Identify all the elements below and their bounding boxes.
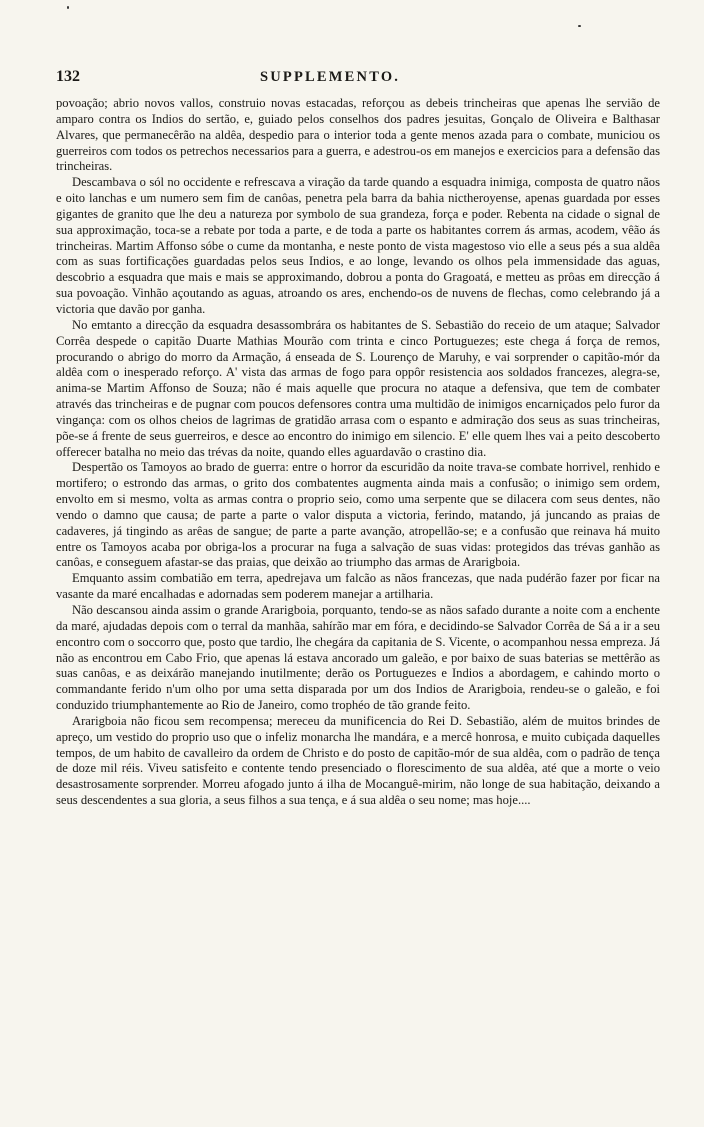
paragraph: Emquanto assim combatião em terra, apedrejava um falcão as nãos francezas, que nada pudérão fazer por ficar na vasante da maré encalhadas e adornadas sem poderem manejar a artilharia. (56, 571, 660, 602)
paragraph: No emtanto a direcção da esquadra desassombrára os habitantes de S. Sebastião do receio de um ataque; Salvador Corrêa despede o capitão Duarte Mathias Mourão com trinta e cinco Portuguezes; este chega á força de remos, procurando o abrigo do morro da Armação, á enseada de S. Lourenço de Maruhy, e vai sorprender o capitão-mór da aldêa com o inesperado reforço. A' vista das armas de fogo para oppôr resistencia aos soldados francezes, alegra-se, anima-se Martim Affonso de Souza; não é mais aquelle que procura no ataque a defensiva, que tem de combater através das trincheiras e de pugnar com poucos defensores contra uma multidão de inimigos encarniçados pelo furor da vingança: com os olhos cheios de lagrimas de gratidão arrasa com o espanto e admiração dos seus as suas trincheiras, põe-se á frente de seus guerreiros, e desce ao encontro do inimigo em silencio. E' elle quem lhes vai a peito descoberto offerecer batalha no meio das trévas da noite, quando elles aguardavão o crastino dia. (56, 317, 660, 459)
page-number: 132 (56, 68, 80, 85)
running-head: SUPPLEMENTO. (260, 69, 401, 85)
paragraph: Não descansou ainda assim o grande Ararigboia, porquanto, tendo-se as nãos safado durante a noite com a enchente da maré, ajudadas depois com o terral da manhãa, sahírão mar em fóra, e decidindo-se Salvador Corrêa de Sá a ir a seu encontro com o soccorro que, posto que tardio, lhe chegára da capitania de S. Vicente, o acompanhou nessa empreza. Já não as encontrou em Cabo Frio, que apenas lá estava ancorado um galeão, e por baixo de suas baterias se mettêrão as suas canôas, e as deixárão manejando inutilmente; derão os Portuguezes e Indios a abordagem, e cahindo morto o commandante ferido n'um olho por uma setta disparada por um dos Indios de Ararigboia, rendeu-se o galeão, e foi conduzido triumphantemente ao Rio de Janeiro, como trophéo de tão grande feito. (56, 603, 660, 713)
ink-speck (578, 25, 581, 27)
book-page (56, 68, 660, 809)
paragraph: Despertão os Tamoyos ao brado de guerra: entre o horror da escuridão da noite trava-se combate horrivel, renhido e mortifero; o estrondo das armas, o grito dos combatentes augmenta ainda mais a confusão; o inimigo sem ordem, envolto em si mesmo, volta as armas contra o proprio seio, como uma serpente que se dilacera com seus dentes, não vendo o damno que causa; de parte a parte o valor disputa a victoria, ferindo, matando, já juncando as praias de cadaveres, já tingindo as arêas de sangue; de parte a parte avanção, atropellão-se; e a confusão que reinava há muito entre os Tamoyos acaba por obriga-los a procurar na fuga a salvação de suas vidas: protegidos das trévas ganhão as canôas, e conseguem afastar-se das praias, que deixão ao triumpho das armas de Ararigboia. (56, 460, 660, 570)
paragraph-continuation: povoação; abrio novos vallos, construio novas estacadas, reforçou as debeis trincheiras que apenas lhe servião de amparo contra os Indios do sertão, e, guiado pelos conselhos dos padres jesuitas, Gonçalo de Oliveira e Balthasar Alvares, que permanecêrão na aldêa, despedio para o interior toda a gente menos azada para o combate, municiou os guerreiros com todos os petrechos necessarios para a guerra, e adestrou-os em manejos e exercicios para a defensão das trincheiras. (56, 96, 660, 174)
ink-speck (67, 6, 69, 9)
paragraph: Descambava o sól no occidente e refrescava a viração da tarde quando a esquadra inimiga, composta de quatro nãos e oito lanchas e um numero sem fim de canôas, penetra pela barra da bahia nictheroyense, apenas guardada por esses gigantes de granito que lhe deu a natureza por symbolo de sua grandeza, força e poder. Rebenta na cidade o signal de sua approximação, toca-se a rebate por toda a parte, e de toda a parte os habitantes correm ás armas, acodem, vêão ás trincheiras. Martim Affonso sóbe o cume da montanha, e neste ponto de vista magestoso vio elle a seus pés a sua aldêa com as suas fortificações guardadas pelos seus Indios, e ao longe, levando os olhos pela immensidade das aguas, descobrio a esquadra que mais e mais se approximando, dobrou a ponta do Gragoatá, e metteu as prôas em direcção á sua povoação. Vinhão açoutando as aguas, atroando os ares, enchendo-os de nuvens de flechas, como celebrando já a victoria que davão por ganha. (56, 175, 660, 316)
body-text (56, 96, 660, 809)
page-header (56, 68, 660, 92)
paragraph: Ararigboia não ficou sem recompensa; mereceu da munificencia do Rei D. Sebastião, além de muitos brindes de apreço, um vestido do proprio uso que o infeliz monarcha lhe mandára, e a mercê honrosa, e muito cubiçada daquelles tempos, de um habito de cavalleiro da ordem de Christo e do posto de capitão-mór de sua aldêa, com o padrão de tença de doze mil réis. Viveu satisfeito e contente tendo presenciado o florescimento de sua aldêa, até que a morte o veio desastrosamente sorprender. Morreu afogado junto á ilha de Mocanguê-mirim, não longe de sua habitação, deixando a seus descendentes a sua gloria, a seus filhos a sua tença, e á sua aldêa o seu nome; mas hoje.... (56, 713, 660, 808)
